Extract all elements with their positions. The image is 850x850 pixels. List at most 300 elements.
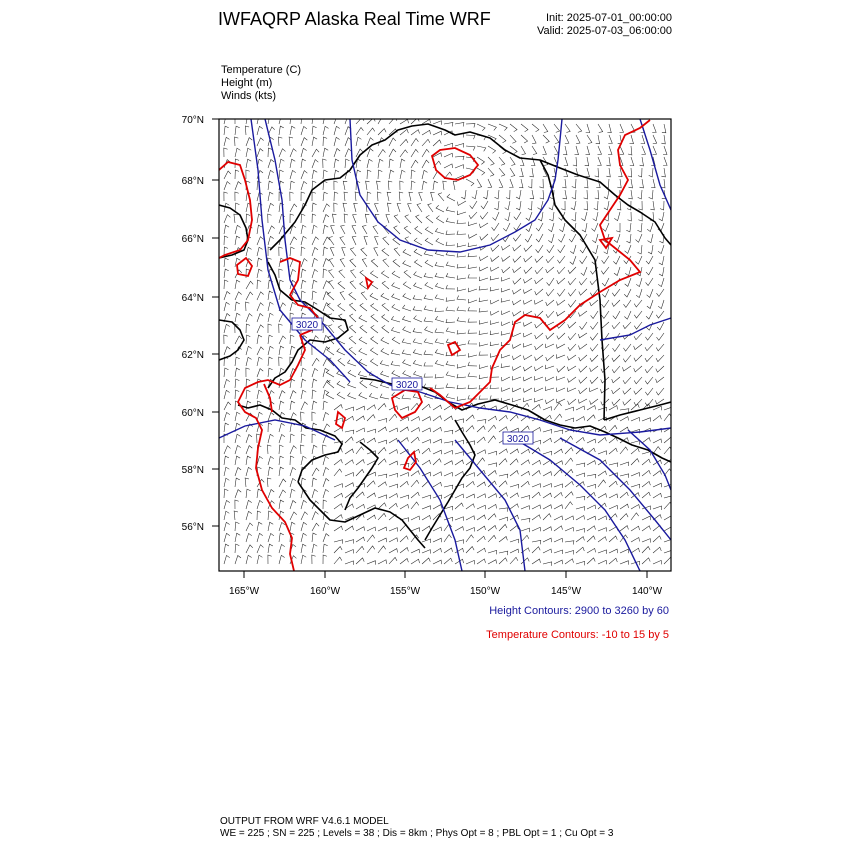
wind-barb [246, 489, 251, 498]
wind-barb [301, 259, 307, 267]
wind-barb [446, 384, 455, 389]
wind-barb [301, 126, 307, 135]
wind-barb [521, 124, 528, 132]
wind-barb [348, 360, 357, 366]
lat-label: 58°N [181, 465, 204, 476]
wind-barb [246, 324, 250, 333]
wind-barb [501, 377, 510, 381]
wind-barb [323, 159, 327, 168]
wind-barb [312, 401, 317, 410]
wind-barb [424, 339, 433, 344]
wind-barb [602, 256, 609, 264]
wind-barb [479, 256, 488, 261]
wind-barb [352, 236, 356, 245]
wind-barb [546, 289, 554, 296]
wind-barb [279, 490, 286, 498]
wind-barb [613, 256, 620, 264]
wind-barb [341, 225, 345, 234]
wind-barb [457, 374, 466, 378]
wind-barb [428, 204, 433, 213]
wind-barb [375, 203, 379, 212]
wind-barb [510, 415, 518, 421]
wind-barb [422, 149, 429, 157]
wind-barb [394, 226, 400, 234]
wind-barb [334, 418, 343, 422]
wind-barb [367, 128, 375, 135]
wind-barb [628, 168, 632, 177]
wind-barb [580, 322, 588, 329]
wind-barb [323, 500, 327, 509]
wind-barb [576, 463, 585, 467]
wind-barb [224, 280, 228, 289]
wind-barb [435, 349, 444, 355]
wind-barb [312, 434, 316, 443]
wind-barb [457, 317, 466, 322]
wind-barb [312, 489, 318, 498]
wind-barb [290, 181, 295, 190]
wind-barb [656, 311, 664, 318]
wind-barb [631, 548, 640, 553]
wind-barb [506, 190, 510, 199]
wind-barb [345, 483, 354, 487]
wind-barb [411, 502, 419, 509]
wind-barb [345, 449, 354, 454]
wind-barb [543, 514, 551, 520]
wind-barb [334, 557, 342, 564]
wind-barb [466, 481, 474, 487]
wind-barb [636, 289, 642, 298]
wind-barb [403, 305, 412, 311]
wind-barb [301, 214, 305, 223]
wind-barb [513, 289, 522, 294]
wind-barb [411, 480, 419, 487]
wind-barb [649, 190, 653, 199]
wind-barb [479, 375, 488, 379]
wind-barb [576, 417, 585, 422]
wind-barb [477, 515, 486, 520]
wind-barb [400, 181, 404, 190]
wind-barb [446, 218, 455, 223]
wind-barb [312, 126, 317, 135]
wind-barb [279, 544, 285, 553]
wind-barb [422, 460, 431, 465]
wind-barb [312, 544, 317, 553]
wind-barb [646, 278, 653, 286]
wind-barb [607, 124, 611, 133]
wind-barb [334, 126, 340, 135]
wind-barb [559, 223, 565, 232]
wind-barb [422, 119, 431, 124]
wind-barb [382, 325, 389, 333]
wind-barb [381, 348, 389, 355]
wind-barb [653, 146, 657, 155]
wind-barb [640, 179, 644, 188]
wind-barb [413, 360, 422, 366]
wind-barb [290, 391, 296, 399]
wind-barb [378, 427, 387, 432]
wind-barb [257, 303, 264, 311]
wind-barb [590, 333, 598, 340]
wind-barb [349, 336, 356, 344]
wind-barb [367, 527, 376, 531]
wind-barb [530, 190, 534, 199]
wind-barb [646, 311, 653, 319]
wind-barb [587, 439, 596, 443]
wind-barb [433, 459, 441, 465]
wind-barb [469, 212, 477, 219]
wind-barb [586, 146, 590, 155]
wind-barb [438, 193, 444, 201]
wind-barb [477, 548, 486, 553]
wind-barb [614, 212, 620, 221]
wind-barb [446, 285, 455, 289]
wind-barb [435, 228, 444, 234]
wind-barb [381, 371, 390, 377]
wind-barb [323, 456, 329, 465]
wind-barb [312, 137, 317, 146]
wind-barb [367, 546, 375, 553]
wind-barb [524, 267, 532, 273]
wind-barb [257, 369, 263, 377]
wind-barb [587, 505, 596, 509]
wind-barb [235, 445, 241, 454]
wind-barb [235, 302, 240, 311]
wind-barb [631, 417, 640, 421]
wind-barb [634, 377, 642, 384]
wind-barb [403, 371, 411, 378]
wind-barb [521, 558, 529, 564]
wind-barb [653, 135, 657, 144]
wind-barb [516, 201, 521, 210]
wind-barb [479, 298, 488, 302]
wind-barb [609, 406, 618, 411]
wind-barb [334, 515, 342, 520]
wind-barb [535, 256, 543, 262]
wind-barb [535, 366, 544, 371]
wind-barb [510, 449, 519, 454]
wind-barb [323, 335, 329, 344]
wind-barb [470, 201, 477, 209]
wind-barb [337, 381, 345, 388]
wind-barb [592, 234, 598, 243]
wind-barb [389, 159, 394, 168]
wind-barb [224, 302, 230, 311]
wind-barbs [224, 115, 673, 566]
wind-barb [580, 256, 587, 264]
wind-barb [590, 366, 598, 372]
wind-barb [543, 538, 552, 542]
wind-barb [246, 302, 250, 311]
wind-barb [568, 377, 577, 382]
wind-barb [455, 460, 464, 465]
wind-barb [477, 420, 486, 424]
wind-barb [524, 343, 533, 347]
wind-barb [289, 137, 293, 146]
wind-barb [312, 412, 316, 421]
wind-barb [246, 214, 250, 223]
wind-barb [235, 468, 241, 477]
wind-barb [235, 533, 240, 542]
wind-barb [433, 538, 442, 542]
wind-barb [279, 115, 285, 124]
wind-barb [532, 505, 541, 509]
wind-barb [543, 493, 552, 498]
wind-barb [312, 258, 318, 267]
wind-barb [411, 170, 415, 179]
wind-barb [235, 357, 240, 366]
wind-barb [340, 237, 345, 246]
wind-barb [565, 541, 574, 545]
wind-barb [477, 124, 485, 131]
wind-barb [246, 390, 250, 399]
wind-barb [477, 157, 485, 164]
wind-barb [491, 256, 499, 262]
wind-barb [400, 559, 408, 565]
wind-barb [590, 344, 598, 351]
wind-barb [587, 461, 596, 465]
wind-barb [411, 559, 420, 564]
wind-barb [636, 234, 643, 242]
wind-barb [568, 399, 576, 405]
lon-label: 150°W [469, 586, 501, 597]
wind-barb [554, 414, 562, 421]
wind-barb [246, 159, 251, 168]
wind-barb [224, 258, 229, 267]
wind-barb [653, 547, 661, 553]
wind-barb [361, 292, 367, 300]
wind-barb [444, 430, 453, 434]
wind-barb [457, 243, 466, 247]
wind-barb [576, 561, 585, 565]
wind-barb [268, 357, 273, 366]
wind-barb [477, 437, 485, 443]
wind-barb [224, 225, 229, 234]
wind-barb [542, 146, 546, 155]
wind-barb [545, 387, 554, 391]
wind-barb [617, 201, 621, 210]
wind-barb [367, 481, 375, 487]
wind-barb [469, 299, 478, 303]
wind-barb [499, 481, 507, 487]
wind-barb [433, 472, 442, 476]
wind-barb [345, 540, 354, 544]
wind-barb [543, 505, 552, 509]
wind-barb [444, 442, 453, 446]
wind-barb [387, 192, 391, 201]
wind-barb [604, 190, 609, 199]
wind-barb [329, 237, 334, 246]
wind-barb [502, 267, 510, 273]
wind-barb [576, 507, 585, 511]
wind-barb [466, 135, 475, 139]
wind-barb [392, 304, 400, 311]
wind-barb [536, 223, 543, 231]
wind-barb [554, 516, 563, 520]
wind-barb [477, 146, 486, 151]
wind-barb [312, 379, 317, 388]
wind-barb [545, 377, 554, 381]
wind-barb [422, 181, 427, 190]
wind-barb [532, 146, 537, 155]
wind-barb [279, 445, 283, 454]
wind-barb [246, 555, 252, 564]
wind-barb [378, 419, 387, 423]
wind-barb [400, 548, 408, 554]
wind-barb [468, 265, 477, 269]
wind-barb [389, 461, 398, 465]
wind-barb [334, 459, 342, 465]
wind-barb [521, 471, 530, 476]
wind-barb [510, 484, 519, 488]
wind-barb [340, 259, 345, 268]
wind-barb [370, 293, 378, 300]
wind-barb [634, 300, 642, 307]
wind-barb [224, 467, 229, 476]
wind-barb [523, 322, 532, 326]
wind-barb [301, 533, 307, 542]
wind-barb [411, 160, 418, 168]
wind-barb [345, 473, 354, 477]
wind-barb [455, 548, 464, 553]
wind-barb [628, 146, 632, 155]
wind-barb [392, 271, 400, 278]
wind-barb [339, 270, 345, 278]
wind-barb [488, 560, 497, 564]
wind-barb [543, 124, 548, 133]
lat-label: 70°N [181, 115, 204, 126]
wind-barb [378, 170, 382, 179]
wind-barb [455, 123, 464, 127]
wind-barb [349, 303, 356, 311]
lat-label: 62°N [181, 350, 204, 361]
wind-barb [494, 201, 499, 210]
wind-barb [623, 388, 631, 394]
wind-barb [330, 247, 334, 256]
wind-barb [597, 157, 601, 166]
wind-barb [510, 459, 518, 465]
wind-barb [389, 473, 398, 477]
wind-barb [546, 355, 554, 361]
wind-barb [499, 474, 508, 478]
wind-barb [323, 522, 329, 531]
wind-barb [257, 379, 262, 388]
wind-barb [477, 168, 485, 175]
wind-barb [569, 234, 576, 242]
wind-barb [404, 226, 411, 234]
wind-barb [235, 434, 241, 443]
wind-barb [389, 438, 398, 443]
wind-barb [224, 478, 229, 487]
wind-barb [546, 300, 554, 306]
wind-barb [436, 205, 444, 212]
wind-barb [383, 237, 389, 245]
wind-barb [422, 440, 431, 444]
wind-barb [535, 376, 544, 380]
wind-barb [235, 379, 239, 388]
wind-barb [653, 471, 661, 476]
wind-barb [620, 124, 624, 133]
wind-barb [490, 342, 499, 346]
wind-barb [578, 399, 587, 403]
wind-barb [565, 516, 574, 520]
wind-barb [312, 358, 319, 366]
wind-barb [391, 316, 400, 322]
wind-barb [350, 281, 356, 289]
wind-barb [301, 522, 307, 531]
wind-barb [389, 117, 397, 124]
wind-barb [590, 300, 598, 306]
wind-barb [598, 451, 607, 455]
wind-barb [519, 168, 523, 177]
wind-barb [356, 128, 363, 136]
wind-barb [224, 192, 228, 201]
wind-barb [557, 311, 566, 316]
wind-barb [444, 143, 453, 147]
wind-barb [535, 267, 543, 274]
wind-barb [477, 450, 486, 454]
wind-barb [590, 377, 598, 384]
wind-barb [352, 225, 356, 234]
wind-barb [367, 159, 373, 168]
wind-barb [488, 471, 496, 477]
wind-barb [323, 534, 329, 542]
wind-barb [436, 238, 444, 245]
wind-barb [345, 159, 350, 168]
wind-barb [455, 165, 464, 169]
wind-barb [378, 448, 386, 455]
wind-barb [591, 311, 598, 319]
wind-barb [488, 124, 496, 130]
wind-barb [444, 548, 453, 553]
wind-barb [645, 377, 653, 384]
wind-barb [355, 192, 359, 201]
wind-barb [466, 179, 474, 186]
wind-barb [360, 282, 367, 290]
wind-barb [405, 215, 411, 223]
wind-barb [543, 472, 552, 476]
wind-barb [576, 135, 580, 144]
wind-barb [268, 335, 273, 344]
wind-barb [301, 159, 306, 168]
wind-barb [371, 314, 378, 322]
wind-barb [416, 215, 422, 223]
wind-barb [422, 515, 431, 520]
wind-barb [656, 355, 664, 362]
wind-barb [371, 325, 378, 333]
wind-barb [382, 281, 389, 289]
wind-barb [301, 247, 305, 256]
wind-barb [631, 459, 639, 465]
wind-barb [661, 168, 665, 177]
wind-barb [530, 168, 534, 177]
wind-barb [344, 214, 348, 223]
wind-barb [598, 560, 607, 564]
wind-barb [571, 201, 576, 210]
wind-barb [477, 458, 485, 465]
wind-barb [279, 467, 284, 476]
wind-barb [612, 355, 620, 362]
wind-barb [579, 311, 588, 316]
wind-barb [635, 256, 642, 264]
wind-barb [312, 555, 316, 564]
wind-barb [660, 201, 664, 210]
wind-barb [257, 347, 264, 355]
wind-barb [312, 468, 319, 476]
wind-barb [246, 138, 252, 146]
wind-barb [323, 148, 328, 157]
wind-barb [631, 526, 640, 531]
wind-barb [334, 469, 342, 476]
